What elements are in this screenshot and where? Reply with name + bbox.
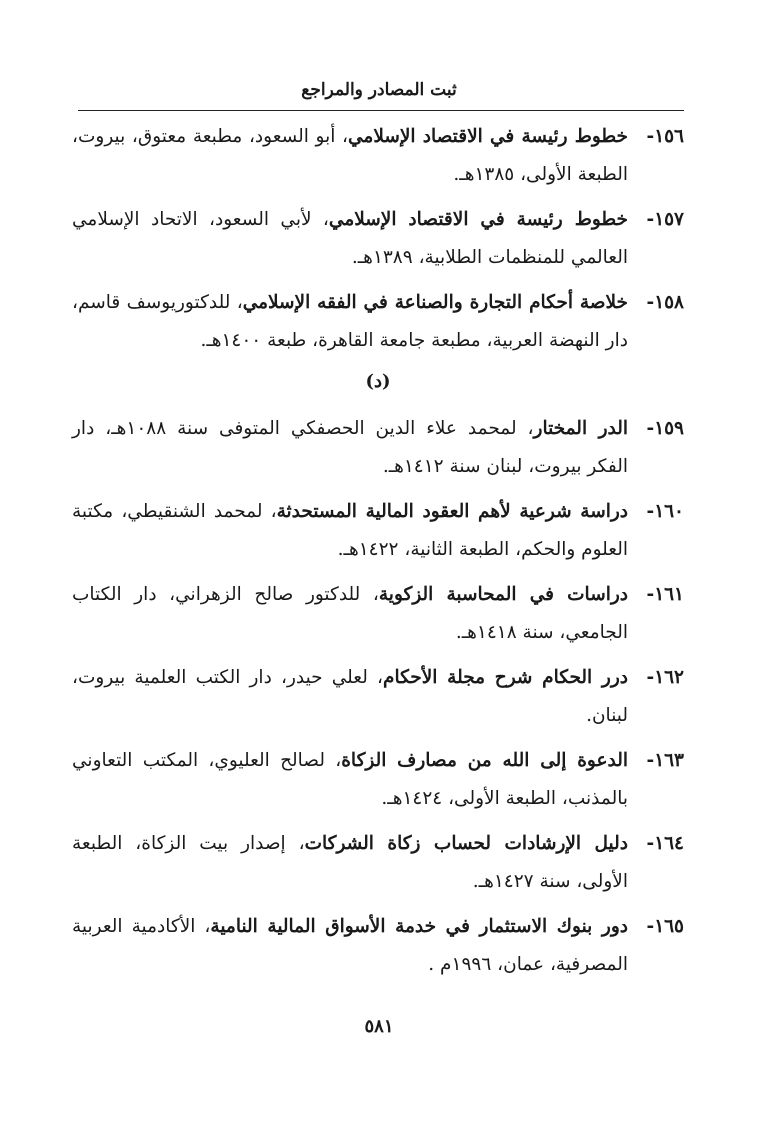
entry-number: ١٦٤- [646, 833, 684, 854]
entry-title: دور بنوك الاستثمار في خدمة الأسواق المالية النامية [210, 916, 629, 937]
entry-text [72, 410, 628, 486]
bibliography-entry [72, 825, 684, 901]
entry-number: ١٥٦- [646, 126, 684, 147]
entry-number: ١٥٩- [646, 418, 684, 439]
entry-number: ١٥٧- [646, 209, 684, 230]
header-rule [78, 110, 684, 111]
entry-text [72, 118, 628, 194]
entry-title: دراسات في المحاسبة الزكوية [378, 584, 629, 605]
entry-details: ، لأبي السعود، الاتحاد الإسلامي العالمي للمنظمات الطلابية، ١٣٨٩هـ. [72, 209, 628, 268]
entry-text [72, 493, 628, 569]
entry-text [72, 908, 628, 984]
entry-details: ، لمحمد الشنقيطي، مكتبة العلوم والحكم، الطبعة الثانية، ١٤٢٢هـ. [72, 501, 628, 560]
entry-details: ، الأكادمية العربية المصرفية، عمان، ١٩٩٦م . [72, 916, 628, 975]
entry-title: خطوط رئيسة في الاقتصاد الإسلامي [348, 126, 628, 147]
bibliography-entry [72, 410, 684, 486]
entry-title: الدر المختار [533, 418, 629, 439]
bibliography-entry [72, 742, 684, 818]
bibliography-entry [72, 659, 684, 735]
entry-number: ١٥٨- [646, 292, 684, 313]
bibliography-entry [72, 118, 684, 194]
entry-details: ، إصدار بيت الزكاة، الطبعة الأولى، سنة ١٤٢٧هـ. [72, 833, 628, 892]
entry-number: ١٦١- [646, 584, 684, 605]
entry-title: خطوط رئيسة في الاقتصاد الإسلامي [328, 209, 628, 230]
entry-text [72, 825, 628, 901]
bibliography-entry [72, 201, 684, 277]
entry-text [72, 284, 628, 360]
entry-details: ، لصالح العليوي، المكتب التعاوني بالمذنب، الطبعة الأولى، ١٤٢٤هـ. [72, 750, 628, 809]
entry-details: ، لمحمد علاء الدين الحصفكي المتوفى سنة ١٠٨٨هـ، دار الفكر بيروت، لبنان سنة ١٤١٢هـ. [72, 418, 628, 477]
bibliography-entry [72, 576, 684, 652]
entry-title: دراسة شرعية لأهم العقود المالية المستحدثة [276, 501, 629, 522]
page-number: ٥٨١ [364, 1016, 394, 1037]
entry-title: خلاصة أحكام التجارة والصناعة في الفقه الإسلامي [242, 292, 628, 313]
bibliography-entry [72, 493, 684, 569]
entry-details: ، أبو السعود، مطبعة معتوق، بيروت، الطبعة الأولى، ١٣٨٥هـ. [72, 126, 628, 185]
entry-title: الدعوة إلى الله من مصارف الزكاة [341, 750, 628, 771]
entry-title: دليل الإرشادات لحساب زكاة الشركات [304, 833, 628, 854]
entry-text [72, 201, 628, 277]
section-letter-heading: (د) [365, 371, 391, 392]
entry-details: ، للدكتور صالح الزهراني، دار الكتاب الجامعي، سنة ١٤١٨هـ. [72, 584, 628, 643]
bibliography-entry [72, 284, 684, 360]
entry-text [72, 742, 628, 818]
entry-number: ١٦٠- [646, 501, 684, 522]
bibliography-list [72, 118, 684, 991]
entry-number: ١٦٥- [646, 916, 684, 937]
entry-details: ، لعلي حيدر، دار الكتب العلمية بيروت، لبنان. [72, 667, 628, 726]
entry-text [72, 659, 628, 735]
entry-title: درر الحكام شرح مجلة الأحكام [383, 667, 628, 688]
running-head: ثبت المصادر والمراجع [301, 80, 457, 100]
entry-number: ١٦٢- [646, 667, 684, 688]
bibliography-entry [72, 908, 684, 984]
entry-text [72, 576, 628, 652]
entry-number: ١٦٣- [646, 750, 684, 771]
entry-details: ، للدكتوريوسف قاسم، دار النهضة العربية، مطبعة جامعة القاهرة، طبعة ١٤٠٠هـ. [72, 292, 628, 351]
